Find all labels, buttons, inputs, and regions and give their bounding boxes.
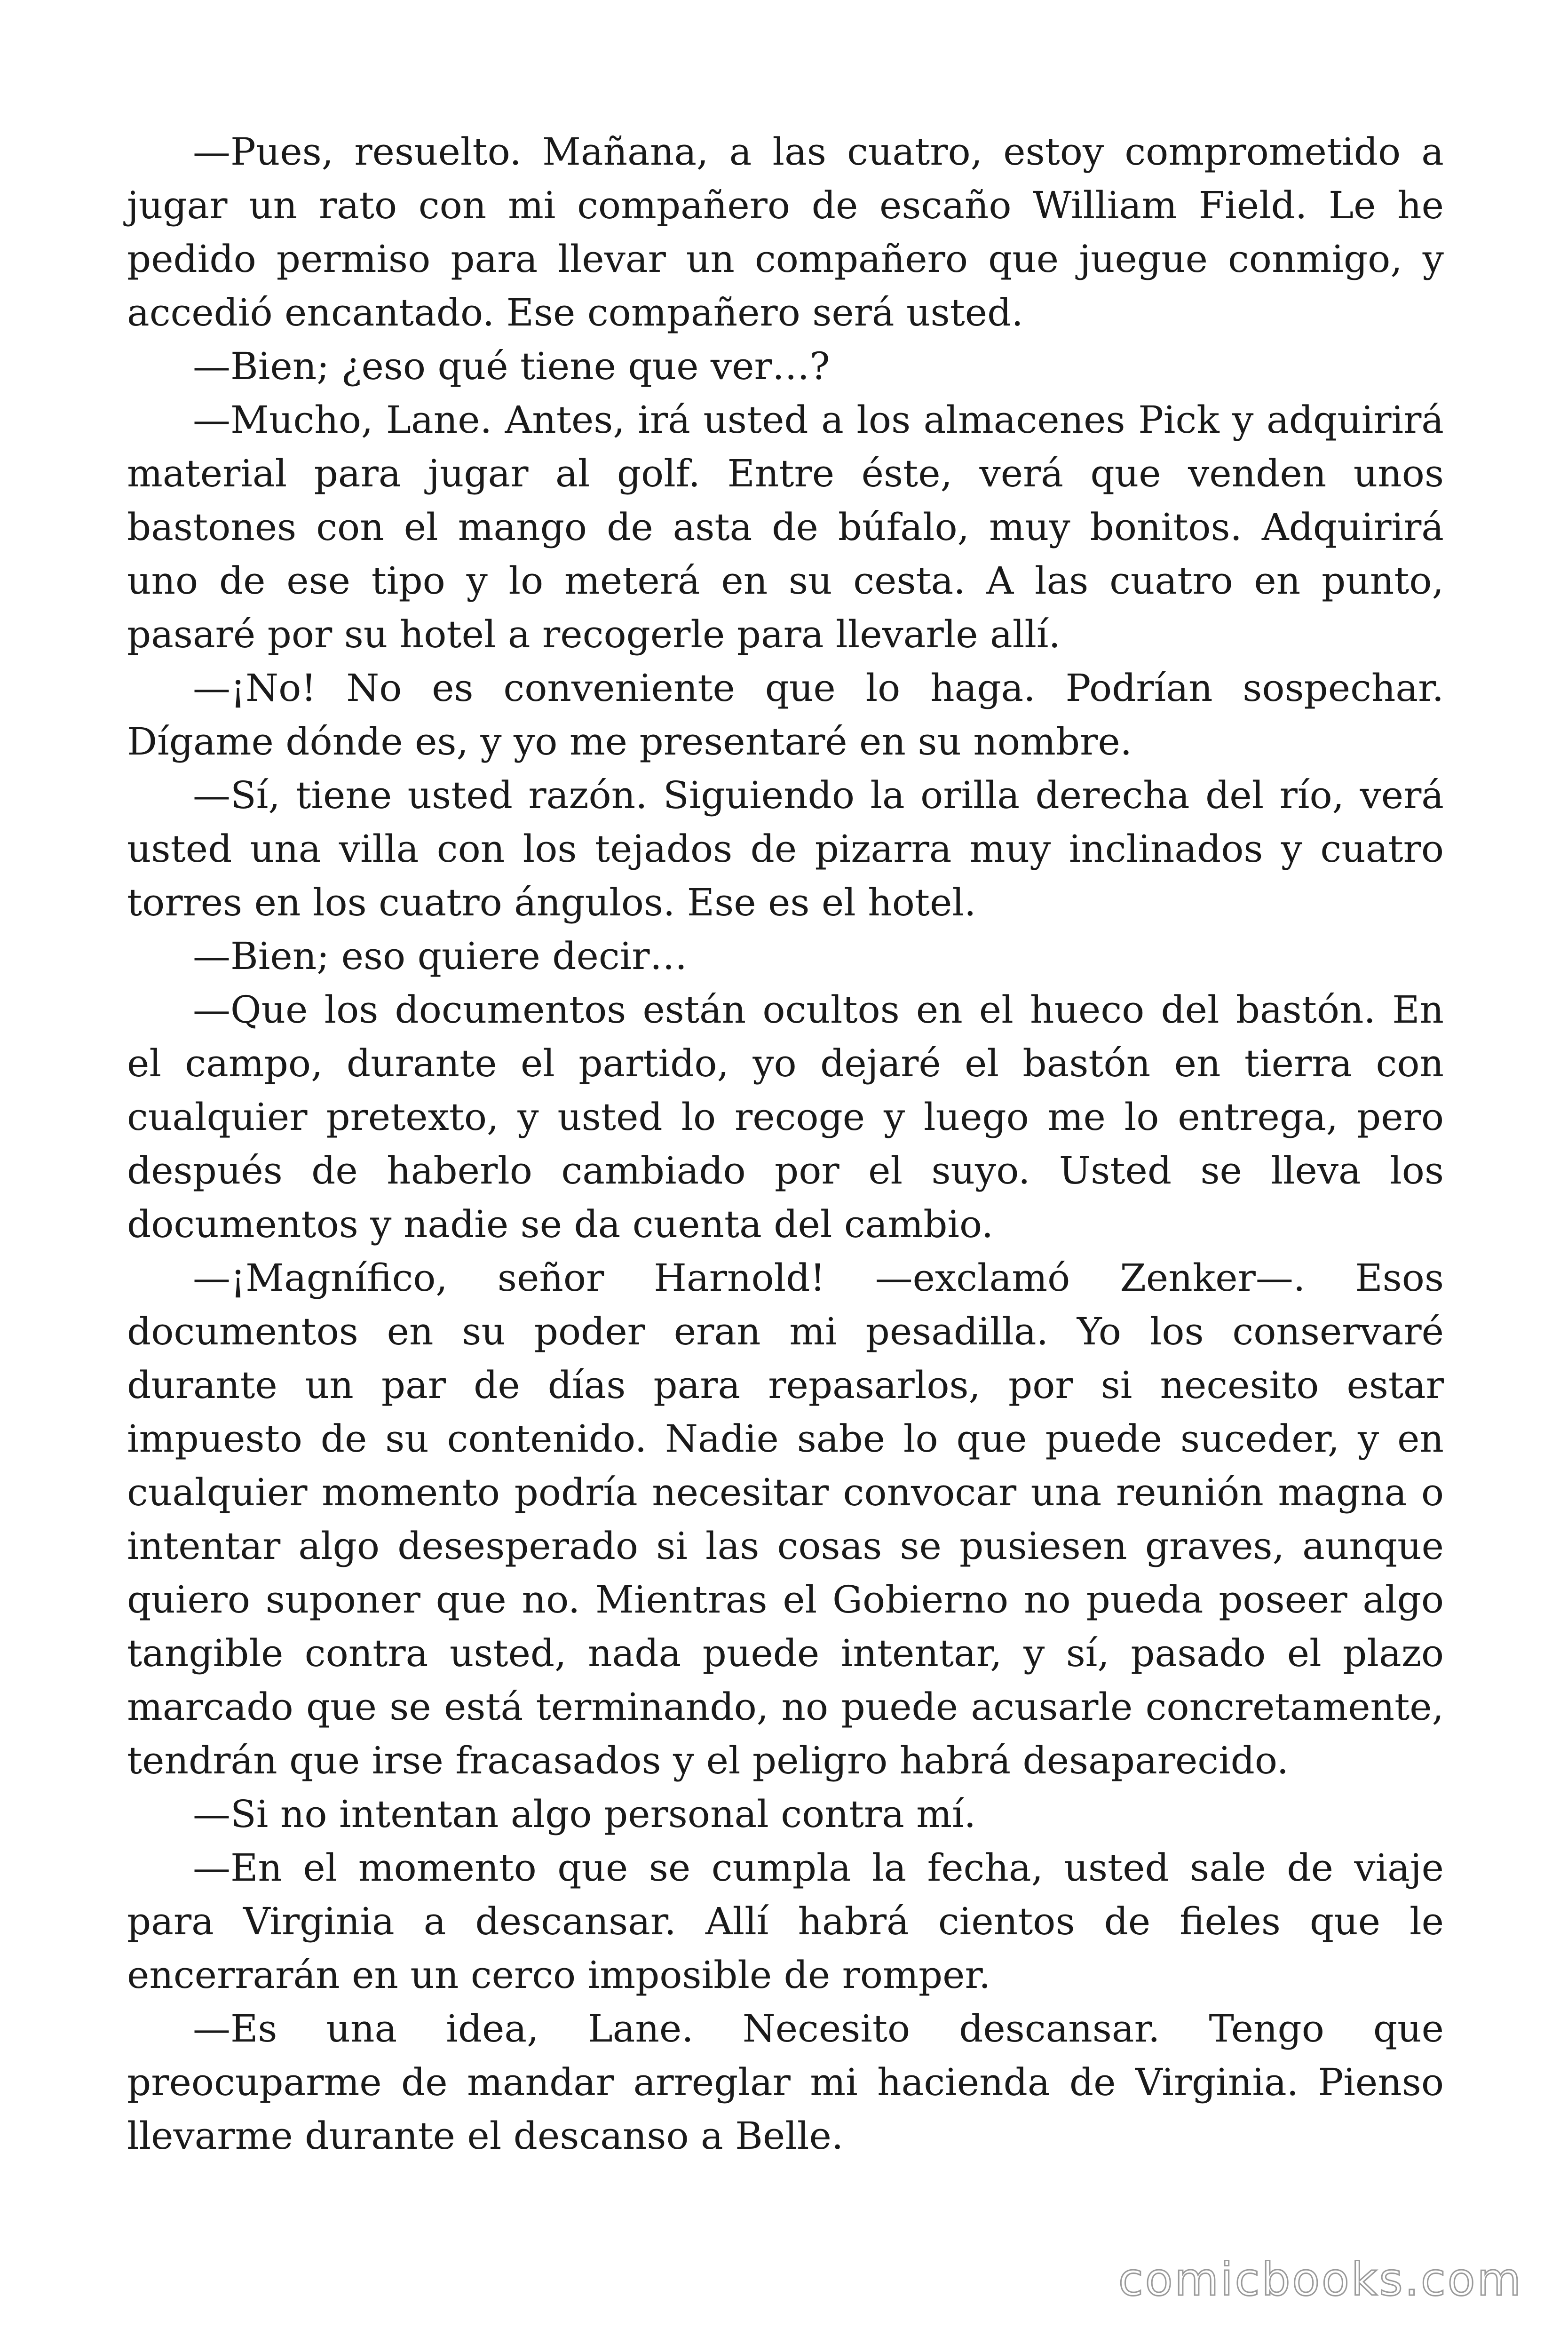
paragraph: —¡Magnífico, señor Harnold! —exclamó Zenker—. Esos documentos en su poder eran mi pesadilla. Yo los conservaré durante un par de días para repasarlos, por si necesito estar impuesto de su contenido. Nadie sabe lo que puede suceder, y en cualquier momento podría necesitar convocar una reunión magna o intentar algo desesperado si las cosas se pusiesen graves, aunque quiero suponer que no. Mientras el Gobierno no pueda poseer algo tangible contra usted, nada puede intentar, y sí, pasado el plazo marcado que se está terminando, no puede acusarle concretamente, tendrán que irse fracasados y el peligro habrá desaparecido. — [127, 1256, 1444, 1782]
paragraph: —Mucho, Lane. Antes, irá usted a los almacenes Pick y adquirirá material para jugar al golf. Entre éste, verá que venden unos bastones con el mango de asta de búfalo, muy bonitos. Adquirirá uno de ese tipo y lo meterá en su cesta. A las cuatro en punto, pasaré por su hotel a recogerle para llevarle allí. — [127, 398, 1444, 656]
paragraph: —Pues, resuelto. Mañana, a las cuatro, estoy comprometido a jugar un rato con mi compañero de escaño William Field. Le he pedido permiso para llevar un compañero que juegue conmigo, y accedió encantado. Ese compañero será usted. — [127, 130, 1444, 334]
paragraph: —Que los documentos están ocultos en el hueco del bastón. En el campo, durante el partido, yo dejaré el bastón en tierra con cualquier pretexto, y usted lo recoge y luego me lo entrega, pero después de haberlo cambiado por el suyo. Usted se lleva los documentos y nadie se da cuenta del cambio. — [127, 988, 1444, 1246]
paragraph: —¡No! No es conveniente que lo haga. Podrían sospechar. Dígame dónde es, y yo me presentaré en su nombre. — [127, 666, 1444, 763]
watermark: comicbooks.com — [1118, 2253, 1523, 2306]
paragraph: —Si no intentan algo personal contra mí. — [193, 1792, 976, 1836]
paragraph: —Es una idea, Lane. Necesito descansar. Tengo que preocuparme de mandar arreglar mi hacienda de Virginia. Pienso llevarme durante el descanso a Belle. — [127, 2007, 1444, 2158]
page-body — [127, 125, 1444, 2163]
paragraph: —Bien; ¿eso qué tiene que ver…? — [193, 344, 830, 388]
paragraph: —En el momento que se cumpla la fecha, usted sale de viaje para Virginia a descansar. Allí habrá cientos de fieles que le encerrarán en un cerco imposible de romper. — [127, 1846, 1444, 1997]
paragraph: —Sí, tiene usted razón. Siguiendo la orilla derecha del río, verá usted una villa con los tejados de pizarra muy inclinados y cuatro torres en los cuatro ángulos. Ese es el hotel. — [127, 773, 1444, 924]
paragraph: —Bien; eso quiere decir… — [193, 934, 688, 978]
